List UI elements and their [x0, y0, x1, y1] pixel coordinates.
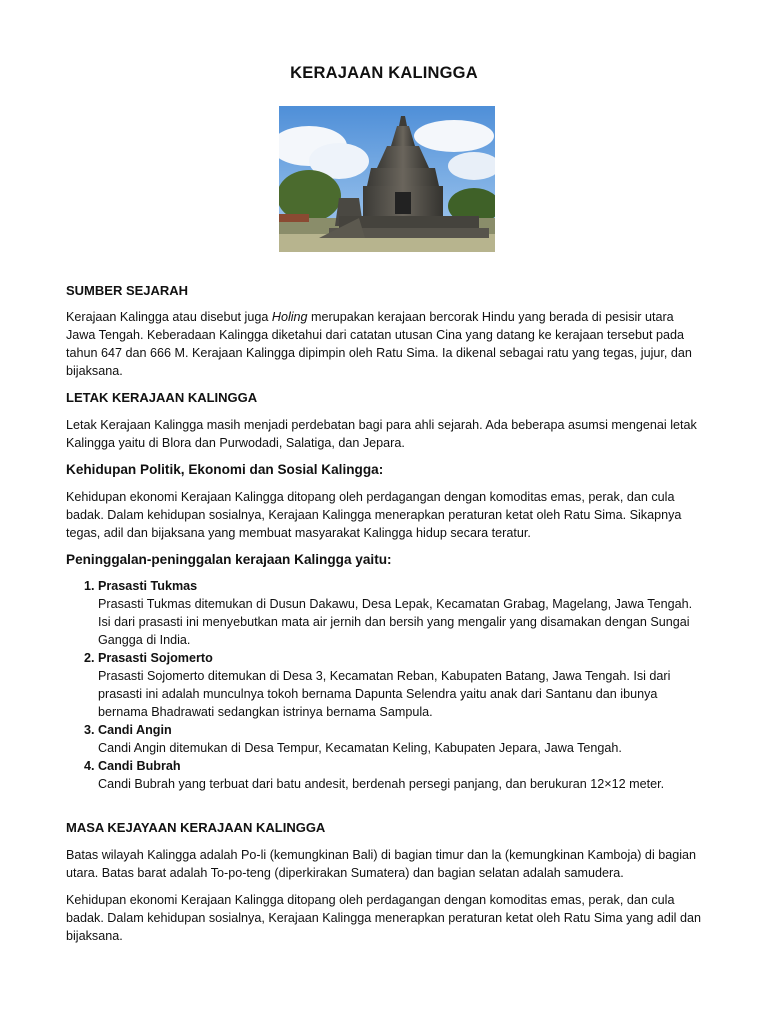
list-item-description: Prasasti Sojomerto ditemukan di Desa 3, Kecamatan Reban, Kabupaten Batang, Jawa Tengah. Isi dari prasasti ini adalah munculnya tokoh bernama Dapunta Selendra yaitu anak dari Santanu dan ibunya bernama Bhadrawati sedangkan istrinya bernama Sampula.	[98, 669, 671, 719]
heading-letak-kerajaan: LETAK KERAJAAN KALINGGA	[66, 390, 258, 405]
document-body	[66, 282, 706, 945]
peninggalan-list	[66, 577, 706, 793]
heading-masa-kejayaan: MASA KEJAYAAN KERAJAAN KALINGGA	[66, 820, 326, 835]
list-item-title: 1. Prasasti Tukmas	[98, 579, 198, 593]
list-item-description: Prasasti Tukmas ditemukan di Dusun Dakawu, Desa Lepak, Kecamatan Grabag, Magelang, Jawa Tengah. Isi dari prasasti ini menyebutkan mata air jernih dan bersih yang mengalir yang disamakan dengan Sungai Gangga di India.	[98, 597, 693, 647]
italic-holing: Holing	[271, 310, 308, 324]
paragraph-letak-kerajaan: Letak Kerajaan Kalingga masih menjadi perdebatan bagi para ahli sejarah. Ada beberapa asumsi mengenai letak Kalingga yaitu di Blora dan Purwodadi, Salatiga, dan Jepara.	[66, 418, 697, 450]
list-item	[98, 757, 706, 793]
list-item-description: Candi Angin ditemukan di Desa Tempur, Kecamatan Keling, Kabupaten Jepara, Jawa Tengah.	[98, 741, 622, 755]
peninggalan-list-wrapper	[66, 577, 706, 793]
heading-sumber-sejarah: SUMBER SEJARAH	[66, 283, 189, 298]
page-title: KERAJAAN KALINGGA	[290, 64, 478, 82]
heading-kehidupan-politik: Kehidupan Politik, Ekonomi dan Sosial Kalingga:	[66, 462, 384, 477]
paragraph-masa-kejayaan-2: Kehidupan ekonomi Kerajaan Kalingga ditopang oleh perdagangan dengan komoditas emas, perak, dan cula badak. Dalam kehidupan sosialnya, Kerajaan Kalingga menerapkan peraturan ketat oleh Ratu Sima yang adil dan bijaksana.	[66, 893, 701, 943]
paragraph-sumber-sejarah: Kerajaan Kalingga atau disebut juga Holing merupakan kerajaan bercorak Hindu yang berada di pesisir utara Jawa Tengah. Keberadaan Kalingga diketahui dari catatan utusan Cina yang datang ke kerajaan tersebut pada tahun 647 dan 666 M. Kerajaan Kalingga dipimpin oleh Ratu Sima. Ia dikenal sebagai ratu yang tegas, jujur, dan bijaksana.	[66, 310, 692, 378]
paragraph-kehidupan-politik: Kehidupan ekonomi Kerajaan Kalingga ditopang oleh perdagangan dengan komoditas emas, perak, dan cula badak. Dalam kehidupan sosialnya, Kerajaan Kalingga menerapkan peraturan ketat oleh Ratu Sima. Sikapnya tegas, adil dan bijaksana yang membuat masyarakat Kalingga hidup secara teratur.	[66, 490, 682, 540]
list-item-title: 3. Candi Angin	[98, 723, 172, 737]
list-item-title: 2. Prasasti Sojomerto	[98, 651, 213, 665]
paragraph-masa-kejayaan-1: Batas wilayah Kalingga adalah Po-li (kemungkinan Bali) di bagian timur dan la (kemungkinan Kamboja) di bagian utara. Batas barat adalah To-po-teng (diperkirakan Sumatera) dan bagian selatan adalah samudera.	[66, 848, 697, 880]
temple-photo	[279, 106, 495, 252]
list-item-title: 4. Candi Bubrah	[98, 759, 181, 773]
list-item	[98, 649, 706, 721]
list-item	[98, 721, 706, 757]
list-item-description: Candi Bubrah yang terbuat dari batu andesit, berdenah persegi panjang, dan berukuran 12×12 meter.	[98, 777, 665, 791]
heading-peninggalan: Peninggalan-peninggalan kerajaan Kalingga yaitu:	[66, 552, 392, 567]
list-item	[98, 577, 706, 649]
